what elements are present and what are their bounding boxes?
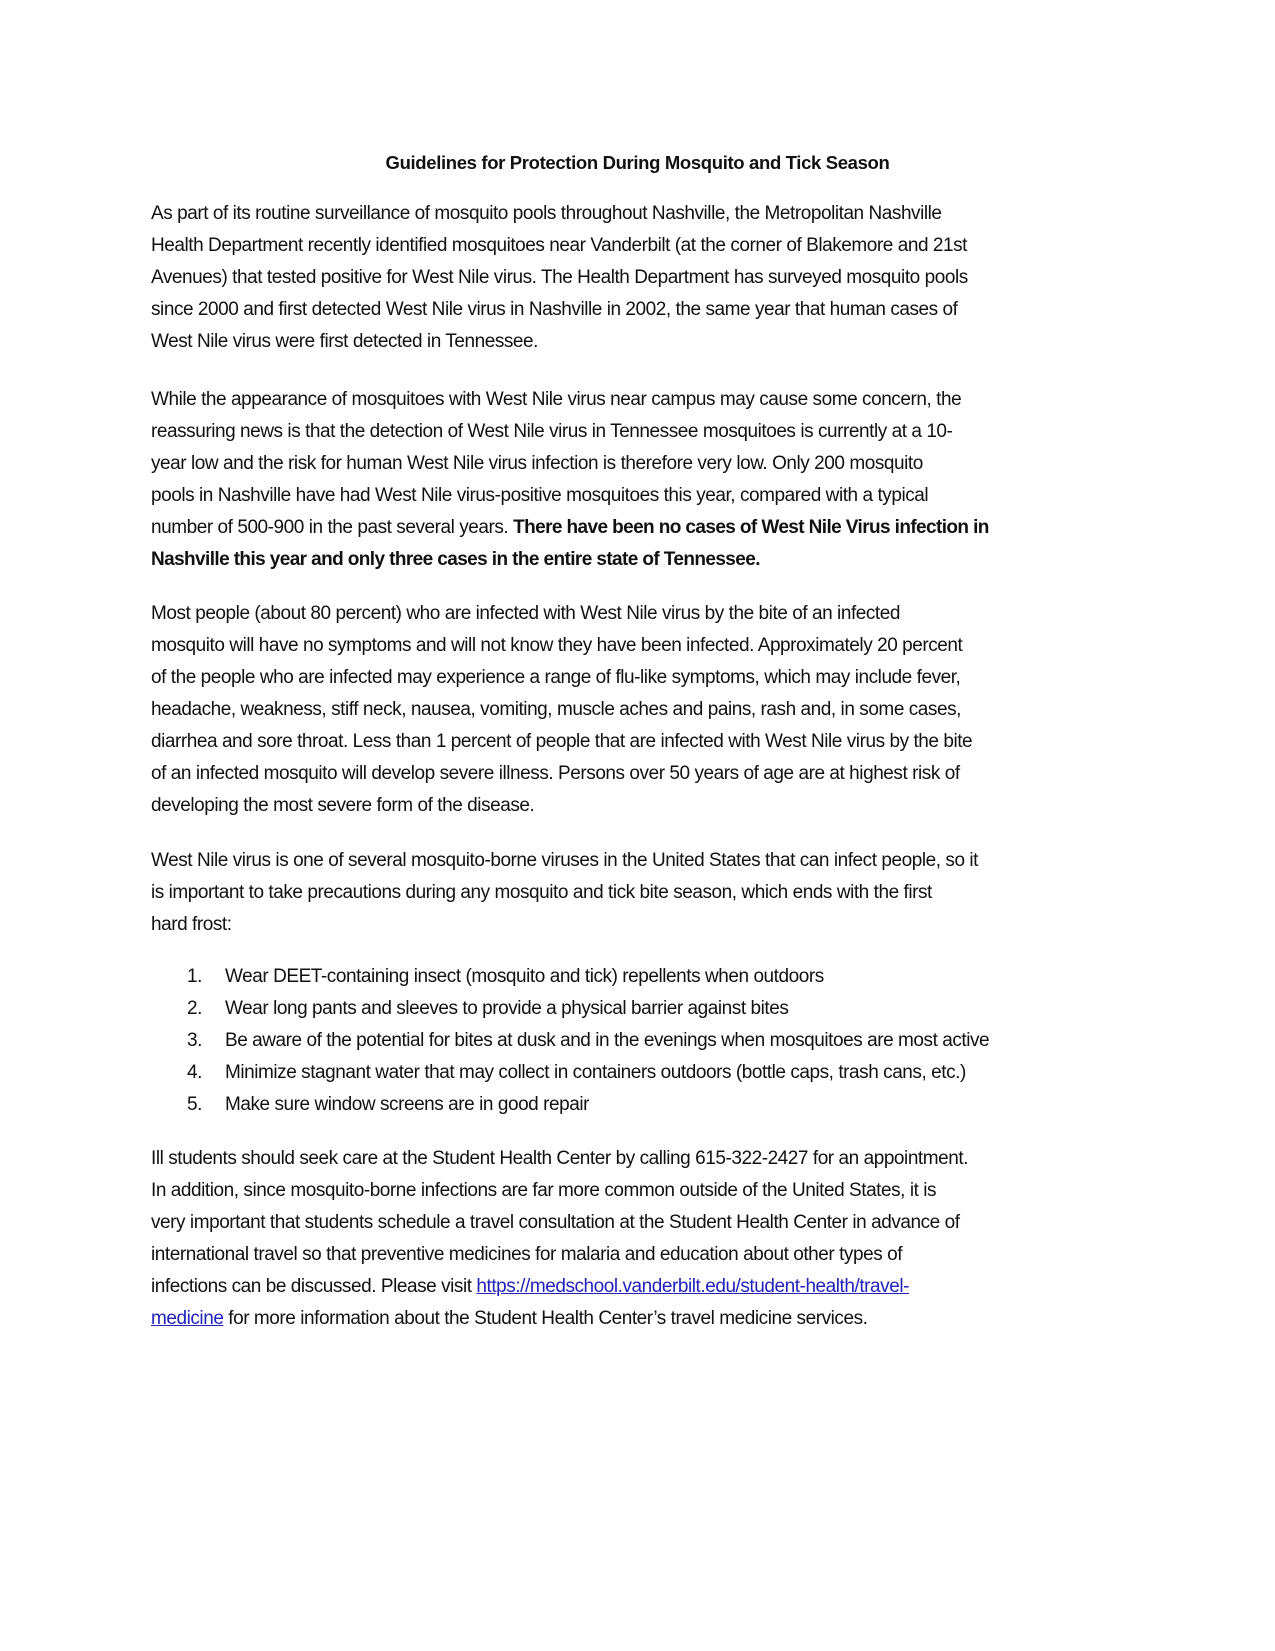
text-line: of the people who are infected may experience a range of flu-like symptoms, which may include fever, — [151, 667, 961, 688]
text-line: Health Department recently identified mosquitoes near Vanderbilt (at the corner of Blakemore and 21st — [151, 235, 967, 256]
paragraph-precautions — [151, 845, 1151, 941]
text-normal: infections can be discussed. Please visit — [151, 1276, 477, 1297]
text-line — [151, 1303, 1151, 1335]
paragraph-student-health — [151, 1143, 1151, 1335]
precautions-list — [151, 961, 1151, 1121]
text-line: mosquito will have no symptoms and will not know they have been infected. Approximately 20 percent — [151, 635, 963, 656]
list-text: Wear long pants and sleeves to provide a physical barrier against bites — [225, 998, 789, 1019]
text-line: diarrhea and sore throat. Less than 1 percent of people that are infected with West Nile virus by the bite — [151, 731, 973, 752]
text-line: hard frost: — [151, 914, 232, 935]
list-number: 1. — [187, 966, 202, 987]
text-line: international travel so that preventive medicines for malaria and education about other types of — [151, 1244, 903, 1265]
text-line: developing the most severe form of the disease. — [151, 795, 535, 816]
list-number: 4. — [187, 1062, 202, 1083]
text-line: of an infected mosquito will develop severe illness. Persons over 50 years of age are at highest risk of — [151, 763, 960, 784]
text-line: As part of its routine surveillance of mosquito pools throughout Nashville, the Metropolitan Nashville — [151, 203, 942, 224]
paragraph-symptoms — [151, 598, 1151, 822]
list-number: 5. — [187, 1094, 202, 1115]
text-line: pools in Nashville have had West Nile virus-positive mosquitoes this year, compared with a typical — [151, 485, 929, 506]
text-line: While the appearance of mosquitoes with West Nile virus near campus may cause some concern, the — [151, 389, 962, 410]
list-item — [151, 1025, 1151, 1057]
text-line: is important to take precautions during any mosquito and tick bite season, which ends with the first — [151, 882, 932, 903]
text-normal: number of 500-900 in the past several years. — [151, 517, 514, 538]
list-item — [151, 993, 1151, 1025]
list-text: Wear DEET-containing insect (mosquito and tick) repellents when outdoors — [225, 966, 824, 987]
list-number: 2. — [187, 998, 202, 1019]
paragraph-risk — [151, 384, 1151, 576]
list-text: Minimize stagnant water that may collect in containers outdoors (bottle caps, trash cans, etc.) — [225, 1062, 966, 1083]
list-text: Be aware of the potential for bites at dusk and in the evenings when mosquitoes are most active — [225, 1030, 990, 1051]
text-bold-emphasis: There have been no cases of West Nile Virus infection in — [513, 517, 989, 538]
list-text: Make sure window screens are in good repair — [225, 1094, 590, 1115]
text-line: Avenues) that tested positive for West Nile virus. The Health Department has surveyed mosquito pools — [151, 267, 968, 288]
text-line — [151, 512, 1151, 544]
text-line: In addition, since mosquito-borne infections are far more common outside of the United States, it is — [151, 1180, 937, 1201]
document-title: Guidelines for Protection During Mosquito and Tick Season — [385, 152, 890, 173]
text-line: Most people (about 80 percent) who are infected with West Nile virus by the bite of an infected — [151, 603, 900, 624]
text-line: year low and the risk for human West Nile virus infection is therefore very low. Only 200 mosquito — [151, 453, 923, 474]
travel-medicine-link[interactable]: https://medschool.vanderbilt.edu/student-health/travel- — [476, 1276, 909, 1297]
paragraph-surveillance — [151, 198, 1151, 358]
text-line: West Nile virus were first detected in Tennessee. — [151, 331, 538, 352]
text-line: reassuring news is that the detection of West Nile virus in Tennessee mosquitoes is currently at a 10- — [151, 421, 953, 442]
text-line: headache, weakness, stiff neck, nausea, vomiting, muscle aches and pains, rash and, in some cases, — [151, 699, 961, 720]
list-item — [151, 1057, 1151, 1089]
text-line — [151, 1271, 1151, 1303]
list-number: 3. — [187, 1030, 202, 1051]
list-item — [151, 961, 1151, 993]
text-line: since 2000 and first detected West Nile virus in Nashville in 2002, the same year that human cases of — [151, 299, 958, 320]
text-bold-emphasis: Nashville this year and only three cases in the entire state of Tennessee. — [151, 549, 760, 570]
travel-medicine-link-continued[interactable]: medicine — [151, 1308, 224, 1329]
text-line: West Nile virus is one of several mosquito-borne viruses in the United States that can infect people, so it — [151, 850, 978, 871]
text-line: very important that students schedule a travel consultation at the Student Health Center in advance of — [151, 1212, 960, 1233]
text-normal: for more information about the Student Health Center’s travel medicine services. — [223, 1308, 868, 1329]
text-line: Ill students should seek care at the Student Health Center by calling 615-322-2427 for an appointment. — [151, 1148, 969, 1169]
list-item — [151, 1089, 1151, 1121]
